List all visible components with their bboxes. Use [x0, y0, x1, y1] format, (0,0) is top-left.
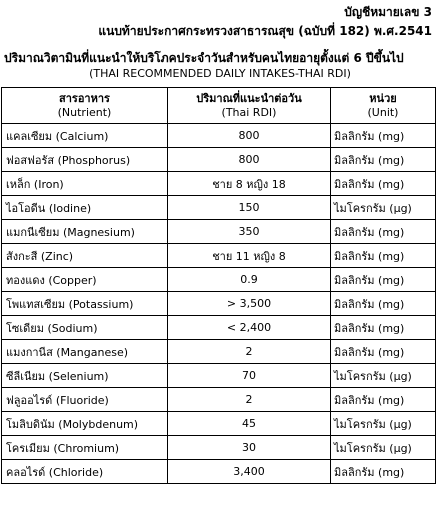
nutrient-cell: สังกะสี (Zinc) — [2, 244, 168, 268]
table-row — [2, 412, 436, 436]
column-header-nutrient — [2, 88, 168, 124]
table-row — [2, 268, 436, 292]
amount-cell: 45 — [168, 412, 331, 436]
nutrient-cell: แมงกานีส (Manganese) — [2, 340, 168, 364]
amount-cell: 800 — [168, 124, 331, 148]
unit-cell: มิลลิกรัม (mg) — [331, 316, 436, 340]
unit-cell: มิลลิกรัม (mg) — [331, 292, 436, 316]
nutrient-cell: แคลเซียม (Calcium) — [2, 124, 168, 148]
amount-cell: 2 — [168, 388, 331, 412]
table-row — [2, 460, 436, 484]
column-header-unit-thai: หน่วย — [369, 91, 397, 105]
unit-cell: มิลลิกรัม (mg) — [331, 124, 436, 148]
column-header-nutrient-thai: สารอาหาร — [59, 91, 110, 105]
page-title: ปริมาณวิตามินที่แนะนำให้บริโภคประจำวันสำหรับคนไทยอายุตั้งแต่ 6 ปีขึ้นไป — [4, 51, 404, 65]
amount-cell: > 3,500 — [168, 292, 331, 316]
table-row — [2, 124, 436, 148]
table-row — [2, 436, 436, 460]
nutrient-cell: ซีลีเนียม (Selenium) — [2, 364, 168, 388]
table-row — [2, 244, 436, 268]
amount-cell: 3,400 — [168, 460, 331, 484]
column-header-amount — [168, 88, 331, 124]
column-header-nutrient-english: (Nutrient) — [57, 105, 112, 119]
nutrient-cell: ทองแดง (Copper) — [2, 268, 168, 292]
unit-cell: มิลลิกรัม (mg) — [331, 148, 436, 172]
unit-cell: มิลลิกรัม (mg) — [331, 220, 436, 244]
nutrient-cell: เหล็ก (Iron) — [2, 172, 168, 196]
nutrient-cell: โพแทสเซียม (Potassium) — [2, 292, 168, 316]
column-header-amount-thai: ปริมาณที่แนะนำต่อวัน — [196, 91, 302, 105]
thai-rdi-table — [1, 87, 436, 484]
unit-cell: ไมโครกรัม (µg) — [331, 364, 436, 388]
amount-cell: ชาย 11 หญิง 8 — [168, 244, 331, 268]
column-header-unit-english: (Unit) — [367, 105, 399, 119]
nutrient-cell: โมลิบดินัม (Molybdenum) — [2, 412, 168, 436]
nutrient-cell: โซเดียม (Sodium) — [2, 316, 168, 340]
amount-cell: 70 — [168, 364, 331, 388]
amount-cell: 150 — [168, 196, 331, 220]
table-row — [2, 196, 436, 220]
table-row — [2, 364, 436, 388]
amount-cell: 350 — [168, 220, 331, 244]
unit-cell: มิลลิกรัม (mg) — [331, 460, 436, 484]
table-body — [2, 124, 436, 484]
page-subtitle: (THAI RECOMMENDED DAILY INTAKES-THAI RDI) — [89, 67, 351, 80]
amount-cell: 0.9 — [168, 268, 331, 292]
unit-cell: ไมโครกรัม (µg) — [331, 196, 436, 220]
table-row — [2, 340, 436, 364]
column-header-amount-english: (Thai RDI) — [221, 105, 277, 119]
amount-cell: 30 — [168, 436, 331, 460]
annex-number: บัญชีหมายเลข 3 — [344, 5, 432, 19]
table-row — [2, 388, 436, 412]
nutrient-cell: แมกนีเซียม (Magnesium) — [2, 220, 168, 244]
unit-cell: มิลลิกรัม (mg) — [331, 172, 436, 196]
unit-cell: ไมโครกรัม (µg) — [331, 412, 436, 436]
unit-cell: มิลลิกรัม (mg) — [331, 340, 436, 364]
nutrient-cell: โครเมียม (Chromium) — [2, 436, 168, 460]
amount-cell: ชาย 8 หญิง 18 — [168, 172, 331, 196]
unit-cell: มิลลิกรัม (mg) — [331, 268, 436, 292]
unit-cell: มิลลิกรัม (mg) — [331, 244, 436, 268]
amount-cell: 2 — [168, 340, 331, 364]
amount-cell: 800 — [168, 148, 331, 172]
nutrient-cell: ฟอสฟอรัส (Phosphorus) — [2, 148, 168, 172]
nutrient-cell: ไอโอดีน (Iodine) — [2, 196, 168, 220]
nutrient-cell: ฟลูออไรด์ (Fluoride) — [2, 388, 168, 412]
unit-cell: มิลลิกรัม (mg) — [331, 388, 436, 412]
unit-cell: ไมโครกรัม (µg) — [331, 436, 436, 460]
announcement-reference: แนบท้ายประกาศกระทรวงสาธารณสุข (ฉบับที่ 182) พ.ศ.2541 — [98, 24, 432, 38]
nutrient-cell: คลอไรด์ (Chloride) — [2, 460, 168, 484]
table-row — [2, 292, 436, 316]
table-row — [2, 220, 436, 244]
table-header-row — [2, 88, 436, 124]
table-row — [2, 148, 436, 172]
table-row — [2, 172, 436, 196]
table-row — [2, 316, 436, 340]
column-header-unit — [331, 88, 436, 124]
amount-cell: < 2,400 — [168, 316, 331, 340]
